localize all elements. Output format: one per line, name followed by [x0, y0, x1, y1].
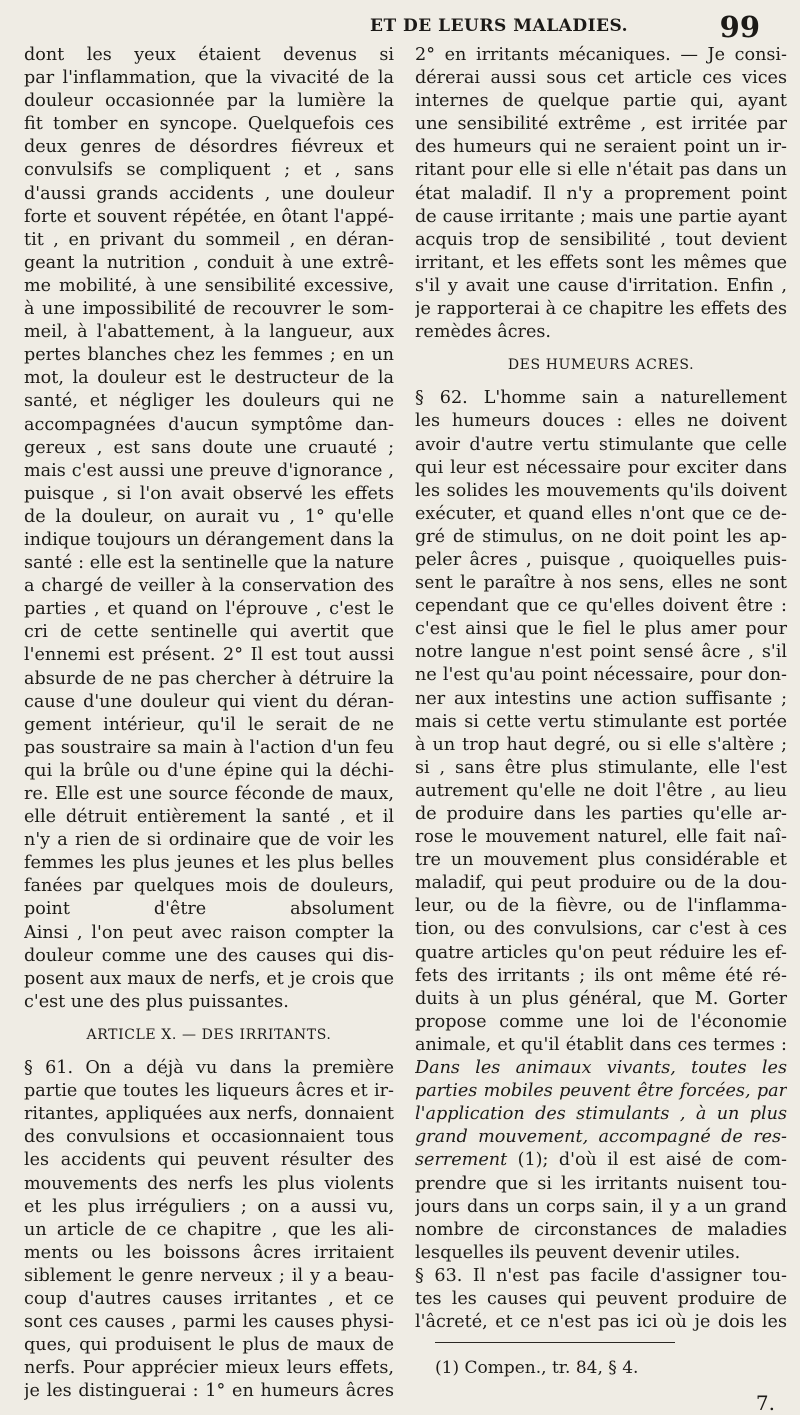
text-line: dérerai aussi sous cet article ces vices [415, 68, 787, 89]
text-line: sont ces causes , parmi les causes physi- [24, 1312, 394, 1333]
text-line: rose le mouvement naturel, elle fait naî- [415, 827, 787, 848]
text-line: § 61. On a déjà vu dans la première [24, 1058, 394, 1079]
right-paragraph-1 [415, 44, 787, 344]
text-line: cri de cette sentinelle qui avertit que [24, 622, 394, 643]
running-header [40, 10, 760, 44]
text-line: lesquelles ils peuvent devenir utiles. [415, 1242, 741, 1263]
text-line: partie que toutes les liqueurs âcres et ir- [24, 1081, 394, 1102]
text-line: de produire dans les parties qu'elle ar- [415, 804, 787, 824]
text-line: forte et souvent répétée, en ôtant l'appé- [24, 206, 394, 227]
text-line: nerfs. Pour apprécier mieux leurs effets, [24, 1358, 394, 1379]
signature-mark: 7. [755, 1391, 775, 1415]
text-line: les accidents qui peuvent résulter des [24, 1150, 394, 1171]
text-line: irritant, et les effets sont les mêmes que [415, 252, 787, 273]
text-line: cependant que ce qu'elles doivent être : [415, 596, 787, 617]
text-line: qui leur est nécessaire pour exciter dans [415, 457, 787, 478]
text-line: santé : elle est la sentinelle que la nature [24, 553, 394, 574]
text-line: santé, et négliger les douleurs qui ne [24, 391, 394, 412]
text-line: tion, ou des convulsions, car c'est à ces [415, 919, 787, 940]
text-line: ne l'est qu'au point nécessaire, pour don- [415, 665, 787, 686]
right-paragraph-3 [415, 1265, 787, 1334]
text-line: nombre de circonstances de maladies [415, 1219, 787, 1240]
text-line: à une impossibilité de recouvrer le som- [24, 299, 394, 320]
text-line: leur, ou de la fièvre, ou de l'inflamma- [415, 896, 787, 917]
left-paragraph-2 [24, 1057, 394, 1403]
text-line: re. Elle est une source féconde de maux, [24, 784, 394, 804]
text-line: mot, la douleur est le destructeur de la [24, 368, 394, 389]
text-line: Ainsi , l'on peut avec raison compter la [24, 922, 394, 943]
text-line: tre un mouvement plus considérable et [415, 850, 787, 871]
text-line: cause d'une douleur qui vient du déran- [24, 691, 394, 712]
text-line: ques, qui produisent le plus de maux de [24, 1335, 394, 1356]
text-line: maladif, qui peut produire ou de la dou- [415, 873, 787, 894]
text-line [415, 1149, 787, 1172]
text-line: de la douleur, on aurait vu , 1° qu'elle [24, 506, 394, 527]
text-line: de cause irritante ; mais une partie ayant [415, 206, 787, 227]
left-column [24, 44, 394, 1403]
text-line: pas soustraire sa main à l'action d'un feu [24, 737, 394, 758]
text-line: les solides les mouvements qu'ils doivent [415, 480, 787, 501]
text-line: douleur comme une des causes qui dis- [24, 945, 394, 966]
text-line: s'il y avait une cause d'irritation. Enfin , [415, 275, 787, 296]
text-line: gement intérieur, qu'il le serait de ne [24, 714, 394, 735]
text-line: 2° en irritants mécaniques. — Je consi- [415, 45, 787, 65]
text-line: exécuter, et quand elles n'ont que ce de- [415, 503, 787, 524]
text-line: c'est ainsi que le fiel le plus amer pour [415, 619, 787, 640]
text-line: ments ou les boissons âcres irritaient [24, 1242, 394, 1263]
italic-quote-text: l'application des stimulants , à un plus [415, 1104, 787, 1125]
text-line: femmes les plus jeunes et les plus belles [24, 853, 394, 874]
text-line: peler âcres , puisque , quoiquelles puis- [415, 549, 787, 570]
text-line [415, 1057, 787, 1080]
text-line: tit , en privant du sommeil , en déran- [24, 229, 394, 250]
text-line: gré de stimulus, on ne doit point les ap- [415, 526, 787, 547]
text-line: accompagnées d'aucun symptôme dan- [24, 414, 394, 435]
text-line: notre langue n'est point sensé âcre , s'il [415, 642, 787, 663]
text-line: parties , et quand on l'éprouve , c'est le [24, 599, 394, 620]
text-line: ritant pour elle si elle n'était pas dans un [415, 160, 787, 181]
text-line: gereux , est sans doute une cruauté ; [24, 437, 394, 458]
text-line: mais c'est aussi une preuve d'ignorance , [24, 460, 394, 481]
left-paragraph-1 [24, 44, 394, 1014]
text-line: sent le paraître à nos sens, elles ne sont [415, 573, 787, 594]
text-line: tes les causes qui peuvent produire de [415, 1288, 787, 1309]
text-line: geant la nutrition , conduit à une extrê- [24, 252, 394, 273]
text-line: qui la brûle ou d'une épine qui la déchi- [24, 760, 394, 781]
text-line: fit tomber en syncope. Quelquefois ces [24, 114, 394, 135]
text-line: propose comme une loi de l'économie [415, 1011, 787, 1032]
footnote: (1) Compen., tr. 84, § 4. [435, 1358, 639, 1379]
text-line: une sensibilité extrême , est irritée par [415, 114, 787, 135]
text-line: je rapporterai à ce chapitre les effets des [415, 299, 787, 320]
text-line: § 62. L'homme sain a naturellement [415, 388, 787, 409]
text-line: l'ennemi est présent. 2° Il est tout aussi [24, 645, 394, 666]
text-line: si , sans être plus stimulante, elle l'est [415, 757, 787, 778]
text-line: meil, à l'abattement, à la langueur, aux [24, 322, 394, 343]
text-line: à un trop haut degré, ou si elle s'altère ; [415, 734, 787, 755]
text-line: dont les yeux étaient devenus si [24, 45, 394, 65]
running-title: ET DE LEURS MALADIES. [370, 16, 629, 36]
text-line: ner aux intestins une action suffisante ; [415, 688, 787, 709]
text-line: fets des irritants ; ils ont même été ré- [415, 965, 787, 986]
italic-quote-text: parties mobiles peuvent être forcées, par [415, 1081, 787, 1102]
text-line: ritantes, appliquées aux nerfs, donnaient [24, 1104, 394, 1125]
text-line: par l'inflammation, que la vivacité de la [24, 68, 394, 89]
page-number: 99 [719, 10, 760, 44]
text-line: je les distinguerai : 1° en humeurs âcres [24, 1381, 394, 1402]
text-line: elle détruit entièrement la santé , et il [24, 807, 394, 828]
text-line: posent aux maux de nerfs, et je crois que [24, 968, 394, 989]
text-line [415, 1103, 787, 1126]
text-line: puisque , si l'on avait observé les effets [24, 483, 394, 504]
text-line: pertes blanches chez les femmes ; en un [24, 345, 394, 366]
text-line: quatre articles qu'on peut réduire les ef- [415, 942, 787, 963]
footnote-rule [435, 1342, 675, 1343]
text-line: un article de ce chapitre , que les ali- [24, 1219, 394, 1240]
text-line: a chargé de veiller à la conservation des [24, 576, 394, 597]
section-heading: DES HUMEURS ACRES. [507, 357, 695, 374]
text-line: internes de quelque partie qui, ayant [415, 91, 787, 112]
text-line: acquis trop de sensibilité , tout devient [415, 229, 787, 250]
article-heading: ARTICLE X. — DES IRRITANTS. [86, 1026, 332, 1043]
gorter-quote [415, 1057, 787, 1265]
text-line: convulsifs se compliquent ; et , sans [24, 160, 394, 181]
text-line: siblement le genre nerveux ; il y a beau- [24, 1265, 394, 1286]
text-line: fanées par quelques mois de douleurs, [24, 876, 394, 897]
text-line: § 63. Il n'est pas facile d'assigner tou- [415, 1265, 787, 1286]
text-line: et les plus irréguliers ; on a aussi vu, [24, 1196, 394, 1217]
text-line: prendre que si les irritants nuisent tou- [415, 1173, 787, 1194]
text-line: des humeurs qui ne seraient point un ir- [415, 137, 787, 158]
text-line: n'y a rien de si ordinaire que de voir les [24, 830, 394, 851]
text-line: douleur occasionnée par la lumière la [24, 91, 394, 112]
text-line: me mobilité, à une sensibilité excessive, [24, 275, 394, 296]
text-line: coup d'autres causes irritantes , et ce [24, 1288, 394, 1309]
text-line [415, 1126, 787, 1149]
quote-tail-text: (1); d'où il est aisé de com- [507, 1150, 787, 1171]
text-line: les humeurs douces : elles ne doivent [415, 411, 787, 432]
text-line: duits à un plus général, que M. Gorter [415, 988, 787, 1009]
text-line: deux genres de désordres fiévreux et [24, 137, 394, 158]
italic-quote-text: serrement [415, 1150, 508, 1171]
italic-quote-text: grand mouvement, accompagné de res- [415, 1127, 787, 1148]
text-line: mais si cette vertu stimulante est portée [415, 711, 787, 732]
text-line: c'est une des plus puissantes. [24, 991, 289, 1012]
text-line: d'aussi grands accidents , une douleur [24, 183, 394, 204]
text-line: jours dans un corps sain, il y a un grand [415, 1196, 787, 1217]
right-column [415, 44, 787, 1415]
text-line: mouvements des nerfs les plus violents [24, 1173, 394, 1194]
text-line: l'âcreté, et ce n'est pas ici où je dois les [415, 1312, 787, 1333]
text-line [415, 1080, 787, 1103]
text-line: indique toujours un dérangement dans la [24, 529, 394, 550]
text-line: animale, et qu'il établit dans ces termes : [415, 1034, 787, 1055]
text-line: autrement qu'elle ne doit l'être , au lieu [415, 780, 787, 801]
text-line: état maladif. Il n'y a proprement point [415, 183, 787, 204]
text-line: remèdes âcres. [415, 322, 551, 343]
right-paragraph-2 [415, 387, 787, 1057]
text-line: point d'être absolument [24, 899, 394, 920]
text-line: avoir d'autre vertu stimulante que celle [415, 434, 787, 455]
text-line: des convulsions et occasionnaient tous [24, 1127, 394, 1148]
italic-quote-text: Dans les animaux vivants, toutes les [415, 1058, 787, 1079]
text-line: absurde de ne pas chercher à détruire la [24, 668, 394, 689]
